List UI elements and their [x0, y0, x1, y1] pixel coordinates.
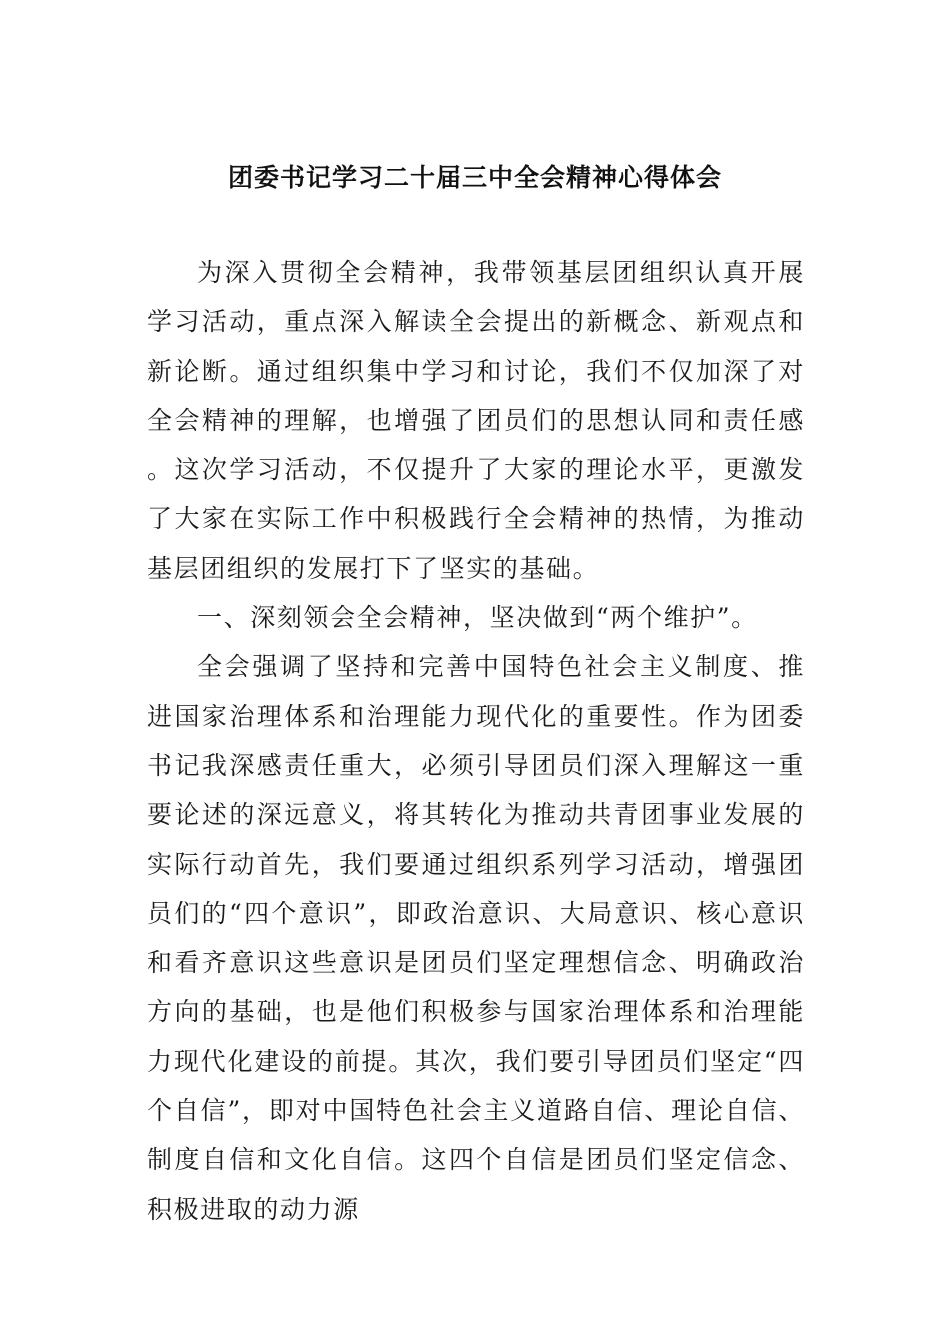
document-body: [147, 248, 805, 1234]
paragraph-section-1: 全会强调了坚持和完善中国特色社会主义制度、推进国家治理体系和治理能力现代化的重要性。作为团委书记我深感责任重大，必须引导团员们深入理解这一重要论述的深远意义，将其转化为推动共青团事业发展的实际行动首先，我们要通过组织系列学习活动，增强团员们的“四个意识”，即政治意识、大局意识、核心意识和看齐意识这些意识是团员们坚定理想信念、明确政治方向的基础，也是他们积极参与国家治理体系和治理能力现代化建设的前提。其次，我们要引导团员们坚定“四个自信”，即对中国特色社会主义道路自信、理论自信、制度自信和文化自信。这四个自信是团员们坚定信念、积极进取的动力源: [147, 652, 805, 1224]
section-heading-1: 一、深刻领会全会精神，坚决做到“两个维护”。: [197, 603, 758, 633]
paragraph-intro: 为深入贯彻全会精神，我带领基层团组织认真开展学习活动，重点深入解读全会提出的新概念、新观点和新论断。通过组织集中学习和讨论，我们不仅加深了对全会精神的理解，也增强了团员们的思想认同和责任感。这次学习活动，不仅提升了大家的理论水平，更激发了大家在实际工作中积极践行全会精神的热情，为推动基层团组织的发展打下了坚实的基础。: [147, 258, 805, 583]
document-title: 团委书记学习二十届三中全会精神心得体会: [227, 163, 722, 192]
